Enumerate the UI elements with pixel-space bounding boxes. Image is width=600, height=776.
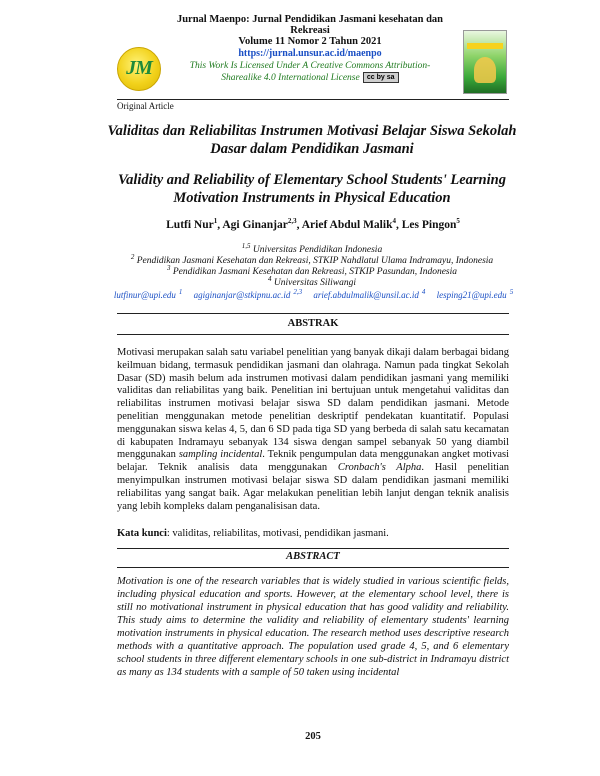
abstract-bottom-rule [117,567,509,568]
journal-cover-thumbnail [463,30,507,94]
email-mark: 5 [509,288,514,296]
affiliation-text: Universitas Siliwangi [273,278,356,288]
affiliation-mark: 3 [166,263,171,272]
keywords [117,528,509,539]
journal-name: Jurnal Maenpo: Jurnal Pendidikan Jasmani kesehatan dan Rekreasi [176,14,444,36]
abstract-paragraph: Motivation is one of the research variables that is widely studied in various scientific fields, including physical education and sports. However, at the elementary school level, there is still no motivational instrument in physical education that has good validity and reliability. This study aims to determine the validity and reliability of elementary students' learning motivation instruments in physical education. The research method uses descriptive research methods with a quantitative approach. The population used grade 4, 5, and 6 elementary school students in three different elementary schools in one sub-district in Indramayu district as many as 134 students with a sample of 50 taken using incidental [117,576,509,678]
journal-volume: Volume 11 Nomor 2 Tahun 2021 [238,36,382,47]
abstract-heading: ABSTRACT [286,551,340,562]
email-link[interactable] [111,290,183,300]
abstrak-bottom-rule [117,334,509,335]
affiliation-text: Pendidikan Jasmani Kesehatan dan Rekreasi, STKIP Pasundan, Indonesia [172,267,458,277]
abstrak-top-rule [117,313,509,314]
journal-logo [117,47,161,91]
abstrak-text-part: . Hasil penelitian menyimpulkan instrumen motivasi belajar siswa SD dalam pendidikan jasmani memiliki reliabilitas yang sangat baik. Agar melakukan penelitian lebih lanjut dengan teknik analisis yang lebih kompleks dalam penganalisisan data. [117,462,509,512]
abstrak-term: Cronbach's Alpha [337,462,422,474]
keywords-label: Kata kunci [117,528,167,539]
affiliation-text: Pendidikan Jasmani Kesehatan dan Rekreasi, STKIP Nahdlatul Ulama Indramayu, Indonesia [136,256,494,266]
affiliation-item [100,252,524,267]
affiliation-item [100,241,524,256]
author-name: Lutfi Nur [166,219,214,231]
affiliation-mark: 1,5 [241,241,251,250]
keywords-text: : validitas, reliabilitas, motivasi, pendidikan jasmani. [166,528,389,539]
license-line-2-text[interactable]: Sharealike 4.0 International License [221,73,360,83]
license-line-2 [160,72,460,84]
cover-figure-illustration [474,57,496,83]
email-mark: 1 [178,288,183,296]
affiliation-list [100,241,524,289]
license-line-1: This Work Is Licensed Under A Creative Commons Attribution- [189,61,431,71]
email-text: agiginanjar@stkipnu.ac.id [193,290,291,300]
journal-logo-text: JM [126,57,152,79]
abstract-top-rule [117,548,509,549]
author-name: Agi Ginanjar [222,219,288,231]
cover-title-band [467,43,503,49]
email-text: lesping21@upi.edu [436,290,507,300]
cc-by-sa-badge[interactable]: cc by sa [363,72,399,83]
page-number: 205 [305,731,321,742]
email-link[interactable] [310,290,425,300]
affiliation-mark: 4 [268,274,272,283]
email-link[interactable] [434,290,514,300]
abstrak-heading: ABSTRAK [287,318,339,329]
author-list [117,219,509,231]
article-type-label: Original Article [117,101,174,111]
journal-header [160,14,460,84]
title-indonesian: Validitas dan Reliabilitas Instrumen Motivasi Belajar Siswa Sekolah Dasar dalam Pendidikan Jasmani [107,123,517,157]
affiliation-item [100,263,524,278]
email-mark: 2,3 [293,288,303,296]
author-affiliation-mark: 4 [392,217,396,226]
email-link[interactable] [191,290,303,300]
affiliation-text: Universitas Pendidikan Indonesia [252,245,383,255]
abstrak-text-part: . Teknik pengumpulan data menggunakan angket motivasi belajar. Teknik analisis data menggunakan [117,449,510,474]
author-emails [100,290,524,300]
author-name: Arief Abdul Malik [301,219,393,231]
author-affiliation-mark: 2,3 [287,217,297,226]
abstrak-term: sampling incidental [178,449,263,461]
affiliation-item [100,274,524,289]
email-text: lutfinur@upi.edu [113,290,176,300]
author-affiliation-mark: 1 [213,217,218,226]
email-text: arief.abdulmalik@unsil.ac.id [313,290,419,300]
email-mark: 4 [421,288,426,296]
author-separator: , [395,219,402,231]
affiliation-mark: 2 [130,252,135,261]
abstrak-paragraph [117,347,509,513]
header-divider [117,99,509,100]
author-name: Les Pingon [401,219,457,231]
journal-url-link[interactable]: https://jurnal.unsur.ac.id/maenpo [238,48,382,59]
author-affiliation-mark: 5 [456,217,460,226]
title-english: Validity and Reliability of Elementary School Students' Learning Motivation Instruments in Physical Education [118,172,506,206]
abstrak-text-part: Motivasi merupakan salah satu variabel penelitian yang banyak dikaji dalam berbagai bidang keilmuan bidang, termasuk pendidikan jasmani dan olahraga. Namun pada tingkat Sekolah Dasar (SD) masih belum ada instrumen motivasi dalam pendidikan jasmani yang memiliki validitas dan reliabilitas yang baik. Penelitian ini bertujuan untuk mengetahui validitas dan reliabilitas instrumen motivasi belajar siswa SD dalam pendidikan jasmani. Metode penelitian menggunakan metode penelitian deskriptif pendekatan kuantitatif. Populasi menggunakan siswa kelas 4, 5, dan 6 SD pada tiga SD yang berbeda di salah satu kecamatan di kabupaten Indramayu sebanyak 134 siswa dengan sampel sebanyak 50 yang diambil menggunakan [117,347,509,461]
author-separator: , [217,219,223,231]
author-separator: , [296,219,302,231]
